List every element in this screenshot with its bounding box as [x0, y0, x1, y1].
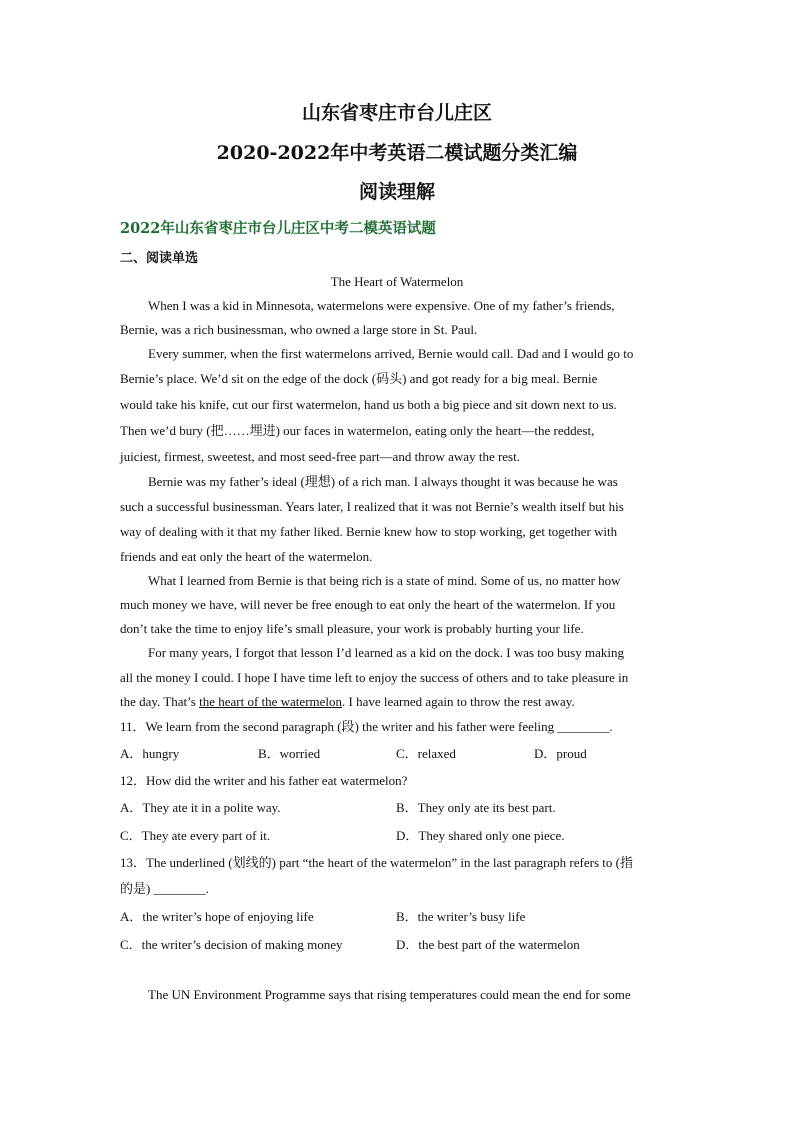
- q12-option-d: D．They shared only one piece.: [396, 828, 565, 843]
- passage-text: the day. That’s: [120, 694, 200, 709]
- passage-last-line: [120, 694, 672, 710]
- passage-line: don’t take the time to enjoy life’s small pleasure, your work is probably hurting your life.: [120, 621, 584, 636]
- question-13-stem: 13．The underlined (划线的) part “the heart of the watermelon” in the last paragraph refers to (指: [120, 855, 633, 870]
- passage-line: way of dealing with it that my father liked. Bernie knew how to stop working, get together with: [120, 524, 618, 539]
- question-13-stem-continued: 的是) ________.: [120, 881, 209, 896]
- passage-line: For many years, I forgot that lesson I’d learned as a kid on the dock. I was too busy making: [148, 645, 624, 660]
- passage-line: Then we’d bury (把……埋进) our faces in watermelon, eating only the heart—the reddest,: [120, 423, 595, 438]
- q13-option-a: A．the writer’s hope of enjoying life: [120, 909, 314, 924]
- q13-option-d: D．the best part of the watermelon: [396, 937, 580, 952]
- passage-line: Bernie’s place. We’d sit on the edge of the dock (码头) and got ready for a big meal. Bernie: [120, 371, 598, 386]
- passage-line: juiciest, firmest, sweetest, and most seed-free part—and throw away the rest.: [120, 449, 520, 464]
- q11-option-d: D．proud: [534, 746, 587, 761]
- next-passage-line: The UN Environment Programme says that rising temperatures could mean the end for some: [148, 987, 631, 1002]
- q11-option-c: C．relaxed: [396, 746, 456, 761]
- passage-line: much money we have, will never be free enough to eat only the heart of the watermelon. If you: [120, 597, 616, 612]
- q12-option-b: B．They only ate its best part.: [396, 800, 556, 815]
- passage-line: would take his knife, cut our first watermelon, hand us both a big piece and sit down next to us.: [120, 397, 617, 412]
- passage-text: . I have learned again to throw the rest away.: [342, 694, 575, 709]
- doc-title-region: 山东省枣庄市台儿庄区: [301, 102, 492, 124]
- passage-line: Every summer, when the first watermelons arrived, Bernie would call. Dad and I would go to: [148, 346, 634, 361]
- question-11-stem: 11．We learn from the second paragraph (段) the writer and his father were feeling ________.: [120, 719, 613, 734]
- passage-title: The Heart of Watermelon: [330, 274, 464, 289]
- q13-option-c: C．the writer’s decision of making money: [120, 937, 343, 952]
- doc-title-subject: 2020-2022年中考英语二模试题分类汇编: [216, 142, 578, 164]
- passage-line: friends and eat only the heart of the watermelon.: [120, 549, 373, 564]
- underlined-phrase: the heart of the watermelon: [199, 694, 343, 709]
- passage-line: all the money I could. I hope I have time left to enjoy the success of others and to take pleasure in: [120, 670, 629, 685]
- q12-option-c: C．They ate every part of it.: [120, 828, 271, 843]
- passage-line: What I learned from Bernie is that being rich is a state of mind. Some of us, no matter how: [148, 573, 621, 588]
- q11-option-a: A．hungry: [120, 746, 180, 761]
- passage-line: When I was a kid in Minnesota, watermelons were expensive. One of my father’s friends,: [148, 298, 615, 313]
- passage-line: Bernie, was a rich businessman, who owned a large store in St. Paul.: [120, 322, 478, 337]
- q13-option-b: B．the writer’s busy life: [396, 909, 526, 924]
- question-12-stem: 12．How did the writer and his father eat watermelon?: [120, 773, 408, 788]
- q11-option-b: B．worried: [258, 746, 321, 761]
- q12-option-a: A．They ate it in a polite way.: [120, 800, 281, 815]
- doc-title-topic: 阅读理解: [358, 181, 435, 203]
- passage-line: such a successful businessman. Years later, I realized that it was not Bernie’s wealth itself but his: [120, 499, 624, 514]
- exam-section-heading: 2022年山东省枣庄市台儿庄区中考二模英语试题: [120, 220, 436, 237]
- question-type-heading: 二、阅读单选: [120, 251, 199, 266]
- passage-line: Bernie was my father’s ideal (理想) of a rich man. I always thought it was because he was: [148, 474, 618, 489]
